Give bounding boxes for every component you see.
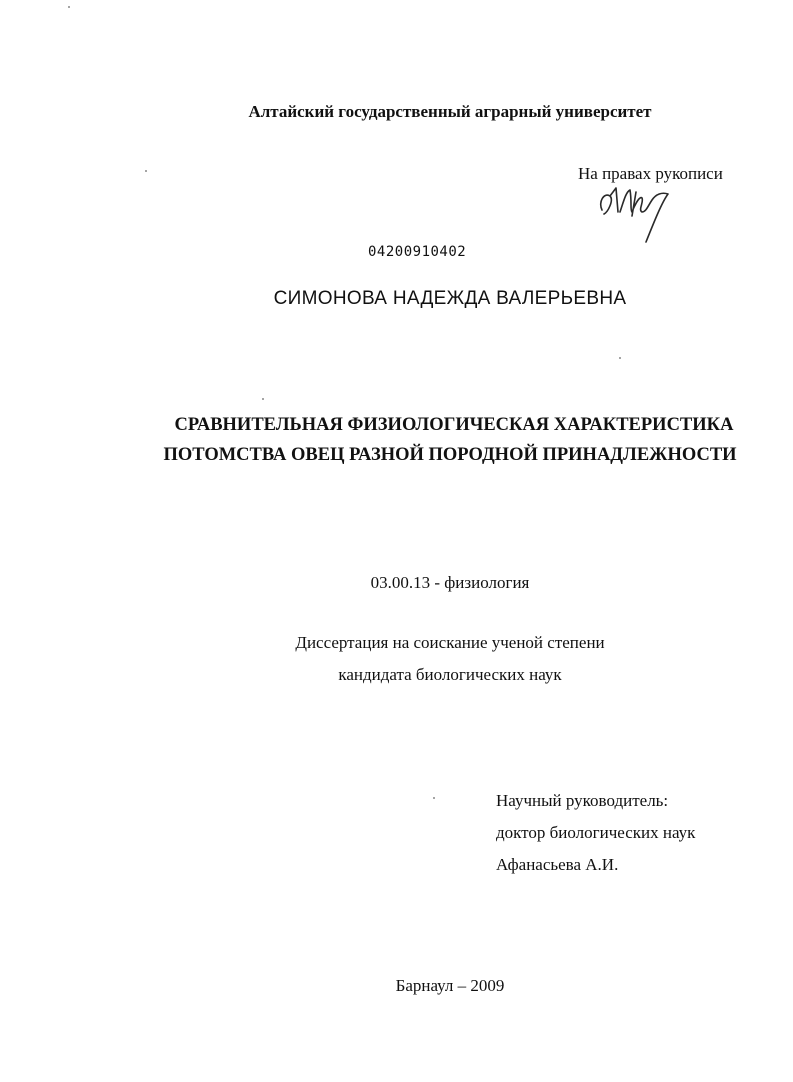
thesis-title-line-2: ПОТОМСТВА ОВЕЦ РАЗНОЙ ПОРОДНОЙ ПРИНАДЛЕЖНОСТИ — [163, 445, 737, 465]
supervisor-degree: доктор биологических наук — [496, 823, 696, 842]
degree-statement-line-2: кандидата биологических наук — [338, 665, 562, 684]
scan-speck — [433, 797, 435, 799]
supervisor-label: Научный руководитель: — [496, 791, 669, 810]
author-name: СИМОНОВА НАДЕЖДА ВАЛЕРЬЕВНА — [273, 288, 627, 309]
city-year: Барнаул – 2009 — [395, 976, 505, 995]
scan-speck — [68, 6, 70, 8]
scan-speck — [145, 170, 147, 172]
registration-number: 04200910402 — [368, 244, 467, 260]
degree-statement-line-1: Диссертация на соискание ученой степени — [295, 633, 605, 652]
university-name: Алтайский государственный аграрный университет — [248, 102, 652, 121]
supervisor-name: Афанасьева А.И. — [496, 855, 619, 874]
scan-speck — [262, 398, 264, 400]
manuscript-rights-label: На правах рукописи — [578, 164, 723, 183]
handwritten-signature — [596, 182, 678, 248]
thesis-title-line-1: СРАВНИТЕЛЬНАЯ ФИЗИОЛОГИЧЕСКАЯ ХАРАКТЕРИСТИКА — [174, 415, 734, 435]
scan-speck — [619, 357, 621, 359]
specialty-code: 03.00.13 - физиология — [370, 573, 530, 592]
